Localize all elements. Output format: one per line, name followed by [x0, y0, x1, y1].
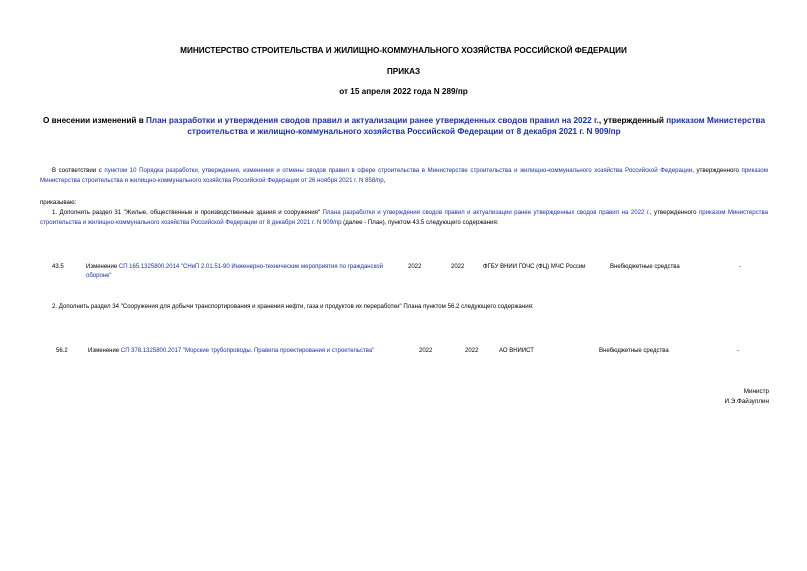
row-funding: Внебюджетные средства [610, 264, 680, 270]
row-number: 43.5 [52, 264, 64, 270]
row-description [88, 347, 378, 356]
signature-position: Министр [743, 388, 769, 395]
plan-link[interactable]: План разработки и утверждения сводов правил и актуализации ранее утвержденных сводов правил на 2022 г. [146, 116, 599, 125]
item-1-text-3: (далее - План), пунктом 43.5 следующего содержания: [341, 219, 499, 226]
signature-name: И.Э.Файзуллин [724, 397, 769, 405]
sp-378-link[interactable]: СП 378.1325800.2017 "Морские трубопроводы. Правила проектирования и строительства" [120, 348, 375, 354]
preamble-text-1: В соответствии с [52, 167, 105, 174]
row-dash: - [739, 264, 741, 270]
order-858-link[interactable]: приказом Министерства строительства и жилищно-коммунального хозяйства Российской Федерации от 26 ноября 2021 г. N 858/пр [40, 167, 769, 184]
preamble-paragraph [40, 166, 768, 186]
ministry-heading: МИНИСТЕРСТВО СТРОИТЕЛЬСТВА И ЖИЛИЩНО-КОММУНАЛЬНОГО ХОЗЯЙСТВА РОССИЙСКОЙ ФЕДЕРАЦИИ [180, 46, 627, 55]
document-type: ПРИКАЗ [386, 67, 421, 76]
row-number: 56.2 [56, 348, 68, 354]
title-prefix: О внесении изменений в [42, 116, 147, 125]
order-909-link-2[interactable]: приказом Министерства строительства и жилищно-коммунального хозяйства Российской Федерации от 8 декабря 2021 г. N 909/пр [40, 209, 769, 226]
item-1-text-2: , утвержденного [649, 209, 699, 216]
row-organization: ФГБУ ВНИИ ГОЧС (ФЦ) МЧС России [483, 264, 586, 270]
plan-link-2[interactable]: Плана разработки и утверждения сводов правил и актуализации ранее утвержденных сводов правил на 2022 г. [322, 209, 650, 216]
sp-165-link[interactable]: СП 165.1325800.2014 "СНиП 2.01.51-90 Инженерно-технические мероприятия по гражданской обороне" [86, 264, 383, 279]
document-title [40, 115, 768, 137]
row-end-year: 2022 [465, 348, 479, 354]
item-1-text-1: 1. Дополнить раздел 31 "Жилые, общественные и производственные здания и сооружения" [52, 209, 323, 216]
row-description [86, 263, 386, 281]
item-1-paragraph [40, 208, 768, 228]
order-word: приказываю: [40, 199, 77, 206]
preamble-text-2: , утвержденного [692, 167, 742, 174]
row-dash: - [737, 348, 739, 354]
item-2-paragraph: 2. Дополнить раздел 34 "Сооружения для добычи транспортирования и хранения нефти, газа и продуктов их переработки" Плана пунктом 56.2 следующего содержания: [52, 303, 534, 310]
row-start-year: 2022 [408, 264, 422, 270]
title-middle: , утвержденный [598, 116, 667, 125]
signature-block [724, 387, 769, 406]
row-funding: Внебюджетные средства [599, 348, 669, 354]
row-description-prefix: Изменение [86, 264, 119, 270]
procedure-link[interactable]: пунктом 10 Порядка разработки, утверждения, изменения и отмены сводов правил в сфере строительства в Министерстве строительства и жилищно-коммунального хозяйства Российской Федерации [104, 167, 693, 174]
row-start-year: 2022 [419, 348, 433, 354]
row-end-year: 2022 [451, 264, 465, 270]
row-organization: АО ВНИИСТ [499, 348, 534, 354]
preamble-text-3: , [383, 177, 386, 184]
date-number: от 15 апреля 2022 года N 289/пр [339, 87, 468, 96]
order-909-link[interactable]: приказом Министерства строительства и жилищно-коммунального хозяйства Российской Федерации от 8 декабря 2021 г. N 909/пр [187, 116, 766, 136]
row-description-prefix: Изменение [88, 348, 121, 354]
